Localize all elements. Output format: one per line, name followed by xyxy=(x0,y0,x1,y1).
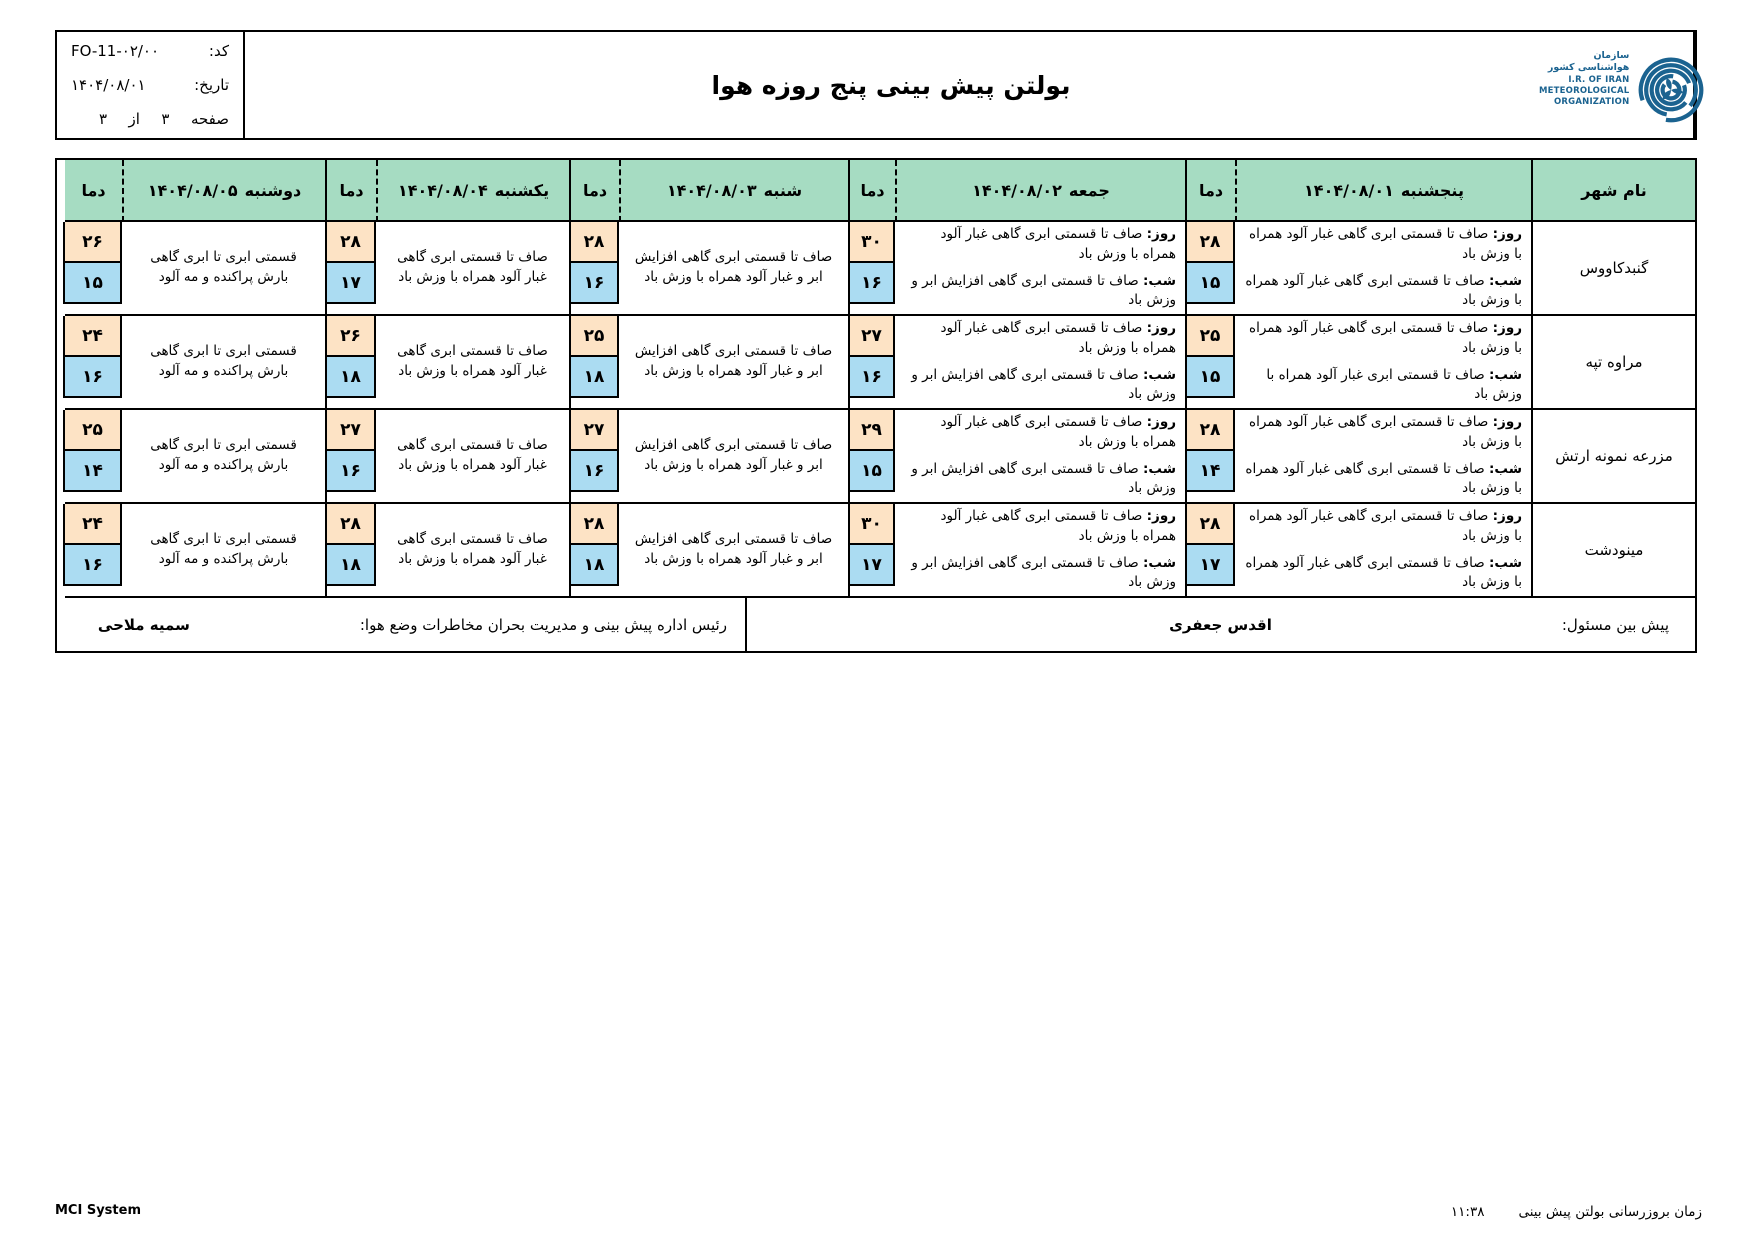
day-forecast-text: روز: صاف تا قسمتی ابری گاهی غبار آلود همراه با وزش باد xyxy=(1249,320,1522,356)
min-temp-value: ۱۴ xyxy=(63,451,122,492)
min-temp-value: ۱۶ xyxy=(569,451,619,492)
period-label: روز: xyxy=(1492,508,1522,525)
max-temp-value: ۲۸ xyxy=(325,504,376,545)
day-forecast-text: روز: صاف تا قسمتی ابری گاهی غبار آلود همراه با وزش باد xyxy=(1249,508,1522,544)
day-date-header xyxy=(122,160,325,222)
doc-date-row xyxy=(71,76,229,94)
min-temp-value: ۱۵ xyxy=(1185,263,1235,304)
logo-text xyxy=(1539,36,1629,108)
forecast-cell xyxy=(619,504,848,598)
period-label: روز: xyxy=(1146,508,1176,525)
logo-en-line1: I.R. OF IRAN xyxy=(1568,74,1630,85)
system-name: MCI System xyxy=(55,1203,141,1218)
temp-cell xyxy=(325,504,376,598)
forecast-cell xyxy=(376,222,569,316)
min-temp-value: ۱۴ xyxy=(1185,451,1235,492)
day-date: ۱۴۰۴/۰۸/۰۱ xyxy=(1304,180,1394,200)
forecast-cell xyxy=(895,316,1185,410)
day-forecast-text: روز: صاف تا قسمتی ابری گاهی غبار آلود همراه با وزش باد xyxy=(940,226,1176,262)
period-label: روز: xyxy=(1492,320,1522,337)
temp-cell xyxy=(325,316,376,410)
forecast-cell xyxy=(376,410,569,504)
forecast-text: قسمتی ابری تا ابری گاهی بارش پراکنده و مه آلود xyxy=(150,437,297,473)
document-meta-box xyxy=(57,32,245,138)
forecaster-label: پیش بین مسئول: xyxy=(1561,615,1669,634)
temp-cell xyxy=(848,316,895,410)
forecast-text: قسمتی ابری تا ابری گاهی بارش پراکنده و مه آلود xyxy=(150,249,297,285)
forecast-text: صاف تا قسمتی ابری گاهی افزایش ابر و غبار آلود همراه با وزش باد xyxy=(634,343,833,379)
day-date-header xyxy=(619,160,848,222)
night-forecast-text: شب: صاف تا قسمتی ابری گاهی افزایش ابر و وزش باد xyxy=(911,272,1176,309)
max-temp-value: ۲۸ xyxy=(1185,410,1235,451)
forecast-cell xyxy=(122,316,325,410)
min-temp-value: ۱۶ xyxy=(63,545,122,586)
forecast-cell xyxy=(619,316,848,410)
period-label: شب: xyxy=(1489,366,1522,383)
day-forecast-text: روز: صاف تا قسمتی ابری گاهی غبار آلود همراه با وزش باد xyxy=(940,508,1176,544)
period-label: شب: xyxy=(1143,272,1176,289)
logo-en-line3: ORGANIZATION xyxy=(1554,96,1630,107)
forecast-cell xyxy=(1235,222,1531,316)
day-name: پنجشنبه xyxy=(1400,180,1464,200)
max-temp-value: ۲۵ xyxy=(569,316,619,357)
city-name: مینودشت xyxy=(1531,504,1695,598)
day-forecast-text: روز: صاف تا قسمتی ابری گاهی غبار آلود همراه با وزش باد xyxy=(1249,226,1522,262)
forecast-text: صاف تا قسمتی ابری گاهی غبار آلود همراه با وزش باد xyxy=(397,343,548,379)
title-area xyxy=(245,32,1537,138)
period-label: روز: xyxy=(1146,414,1176,431)
period-label: روز: xyxy=(1146,226,1176,243)
day-forecast-text: روز: صاف تا قسمتی ابری گاهی غبار آلود همراه با وزش باد xyxy=(1249,414,1522,450)
night-forecast-text: شب: صاف تا قسمتی ابری گاهی غبار آلود همراه با وزش باد xyxy=(1245,554,1522,591)
period-label: شب: xyxy=(1143,366,1176,383)
date-label: تاریخ: xyxy=(194,76,229,94)
temp-cell xyxy=(325,222,376,316)
period-label: شب: xyxy=(1143,554,1176,571)
bulletin-header xyxy=(55,30,1697,140)
forecast-cell xyxy=(122,222,325,316)
update-time-value: ۱۱:۳۸ xyxy=(1450,1204,1485,1220)
day-date-header xyxy=(895,160,1185,222)
date-value: ۱۴۰۴/۰۸/۰۱ xyxy=(71,76,146,94)
min-temp-value: ۱۵ xyxy=(848,451,895,492)
period-label: روز: xyxy=(1492,414,1522,431)
forecaster-cell xyxy=(745,598,1695,651)
max-temp-value: ۲۸ xyxy=(1185,222,1235,263)
min-temp-value: ۱۶ xyxy=(848,263,895,304)
city-name: مراوه تپه xyxy=(1531,316,1695,410)
max-temp-value: ۲۶ xyxy=(63,222,122,263)
min-temp-value: ۱۸ xyxy=(325,357,376,398)
doc-page-row xyxy=(71,110,229,128)
page-label: صفحه xyxy=(190,110,229,128)
night-forecast-text: شب: صاف تا قسمتی ابری گاهی افزایش ابر و وزش باد xyxy=(911,460,1176,497)
max-temp-value: ۲۹ xyxy=(848,410,895,451)
page-total: ۳ xyxy=(99,110,108,128)
head-officer-name: سمیه ملاحی xyxy=(97,615,190,634)
code-label: کد: xyxy=(208,42,229,60)
temp-column-header: دما xyxy=(1185,160,1235,222)
forecast-cell xyxy=(619,410,848,504)
city-name: گنبدکاووس xyxy=(1531,222,1695,316)
min-temp-value: ۱۸ xyxy=(325,545,376,586)
forecast-cell xyxy=(1235,316,1531,410)
day-name: جمعه xyxy=(1068,180,1110,200)
forecast-cell xyxy=(895,222,1185,316)
temp-cell xyxy=(65,316,122,410)
max-temp-value: ۲۸ xyxy=(325,222,376,263)
period-label: شب: xyxy=(1489,460,1522,477)
temp-cell xyxy=(848,504,895,598)
update-time-row xyxy=(1451,1204,1702,1220)
night-forecast-text: شب: صاف تا قسمتی ابری گاهی افزایش ابر و وزش باد xyxy=(911,366,1176,403)
forecast-cell xyxy=(376,316,569,410)
min-temp-value: ۱۵ xyxy=(1185,357,1235,398)
temp-column-header: دما xyxy=(65,160,122,222)
period-label: روز: xyxy=(1146,320,1176,337)
night-forecast-text: شب: صاف تا قسمتی ابری گاهی افزایش ابر و وزش باد xyxy=(911,554,1176,591)
day-date: ۱۴۰۴/۰۸/۰۵ xyxy=(147,180,238,200)
forecast-cell xyxy=(376,504,569,598)
forecast-text: قسمتی ابری تا ابری گاهی بارش پراکنده و مه آلود xyxy=(150,343,297,379)
forecast-table xyxy=(55,158,1697,653)
forecast-cell xyxy=(619,222,848,316)
forecast-text: صاف تا قسمتی ابری گاهی غبار آلود همراه با وزش باد xyxy=(397,249,548,285)
forecast-cell xyxy=(1235,410,1531,504)
period-label: شب: xyxy=(1489,554,1522,571)
forecast-text: قسمتی ابری تا ابری گاهی بارش پراکنده و مه آلود xyxy=(150,531,297,567)
head-officer-label: رئیس اداره پیش بینی و مدیریت بحران مخاطرات وضع هوا: xyxy=(359,615,727,634)
temp-column-header: دما xyxy=(569,160,619,222)
head-officer-cell xyxy=(57,598,745,651)
max-temp-value: ۲۵ xyxy=(63,410,122,451)
min-temp-value: ۱۶ xyxy=(63,357,122,398)
day-name: دوشنبه xyxy=(244,180,302,200)
min-temp-value: ۱۶ xyxy=(848,357,895,398)
temp-column-header: دما xyxy=(848,160,895,222)
logo-fa-name: سازمان هواشناسی کشور xyxy=(1547,50,1630,74)
min-temp-value: ۱۸ xyxy=(569,357,619,398)
forecast-grid xyxy=(57,160,1695,598)
min-temp-value: ۱۸ xyxy=(569,545,619,586)
night-forecast-text: شب: صاف تا قسمتی ابری گاهی غبار آلود همراه با وزش باد xyxy=(1245,460,1522,497)
period-label: شب: xyxy=(1489,272,1522,289)
min-temp-value: ۱۷ xyxy=(325,263,376,304)
forecast-text: صاف تا قسمتی ابری گاهی افزایش ابر و غبار آلود همراه با وزش باد xyxy=(634,249,833,285)
day-date: ۱۴۰۴/۰۸/۰۳ xyxy=(666,180,757,200)
temp-cell xyxy=(65,222,122,316)
night-forecast-text: شب: صاف تا قسمتی ابری گاهی غبار آلود همراه با وزش باد xyxy=(1245,272,1522,309)
forecast-text: صاف تا قسمتی ابری گاهی غبار آلود همراه با وزش باد xyxy=(397,437,548,473)
temp-cell xyxy=(569,410,619,504)
day-forecast-text: روز: صاف تا قسمتی ابری گاهی غبار آلود همراه با وزش باد xyxy=(940,320,1176,356)
day-name: یکشنبه xyxy=(494,180,550,200)
signature-row xyxy=(57,598,1695,651)
day-date-header xyxy=(1235,160,1531,222)
period-label: روز: xyxy=(1492,226,1522,243)
max-temp-value: ۲۵ xyxy=(1185,316,1235,357)
temp-cell xyxy=(569,504,619,598)
temp-cell xyxy=(569,222,619,316)
period-label: شب: xyxy=(1143,460,1176,477)
forecast-text: صاف تا قسمتی ابری گاهی غبار آلود همراه با وزش باد xyxy=(397,531,548,567)
temp-cell xyxy=(1185,316,1235,410)
forecast-cell xyxy=(122,410,325,504)
max-temp-value: ۲۷ xyxy=(325,410,376,451)
update-time-label: زمان بروزرسانی بولتن پیش بینی xyxy=(1518,1204,1702,1220)
day-date: ۱۴۰۴/۰۸/۰۲ xyxy=(972,180,1062,200)
min-temp-value: ۱۶ xyxy=(325,451,376,492)
temp-column-header: دما xyxy=(325,160,376,222)
max-temp-value: ۲۷ xyxy=(848,316,895,357)
forecaster-name: اقدس جعفری xyxy=(1169,615,1272,634)
temp-cell xyxy=(325,410,376,504)
max-temp-value: ۲۴ xyxy=(63,504,122,545)
forecast-cell xyxy=(1235,504,1531,598)
temp-cell xyxy=(848,410,895,504)
temp-cell xyxy=(65,410,122,504)
temp-cell xyxy=(65,504,122,598)
temp-cell xyxy=(1185,410,1235,504)
night-forecast-text: شب: صاف تا قسمتی ابری غبار آلود همراه با وزش باد xyxy=(1266,366,1522,403)
max-temp-value: ۲۷ xyxy=(569,410,619,451)
logo-en-line2: METEOROLOGICAL xyxy=(1539,85,1630,96)
temp-cell xyxy=(848,222,895,316)
max-temp-value: ۳۰ xyxy=(848,222,895,263)
city-column-header: نام شهر xyxy=(1531,160,1695,222)
forecast-cell xyxy=(122,504,325,598)
day-name: شنبه xyxy=(763,180,803,200)
min-temp-value: ۱۷ xyxy=(1185,545,1235,586)
forecast-cell xyxy=(895,504,1185,598)
temp-cell xyxy=(1185,504,1235,598)
temp-cell xyxy=(1185,222,1235,316)
page-of-label: از xyxy=(128,110,140,128)
max-temp-value: ۲۸ xyxy=(1185,504,1235,545)
forecast-cell xyxy=(895,410,1185,504)
day-forecast-text: روز: صاف تا قسمتی ابری گاهی غبار آلود همراه با وزش باد xyxy=(940,414,1176,450)
meteorological-organization-logo xyxy=(1537,32,1695,138)
max-temp-value: ۲۸ xyxy=(569,504,619,545)
min-temp-value: ۱۵ xyxy=(63,263,122,304)
max-temp-value: ۳۰ xyxy=(848,504,895,545)
day-date: ۱۴۰۴/۰۸/۰۴ xyxy=(397,180,488,200)
max-temp-value: ۲۶ xyxy=(325,316,376,357)
page-title: بولتن پیش بینی پنج روزه هوا xyxy=(711,70,1071,100)
page-number: ۳ xyxy=(161,110,170,128)
city-name: مزرعه نمونه ارتش xyxy=(1531,410,1695,504)
doc-code-row xyxy=(71,42,229,60)
day-date-header xyxy=(376,160,569,222)
min-temp-value: ۱۷ xyxy=(848,545,895,586)
cyclone-spiral-icon xyxy=(1629,42,1713,138)
max-temp-value: ۲۸ xyxy=(569,222,619,263)
forecast-text: صاف تا قسمتی ابری گاهی افزایش ابر و غبار آلود همراه با وزش باد xyxy=(634,531,833,567)
forecast-text: صاف تا قسمتی ابری گاهی افزایش ابر و غبار آلود همراه با وزش باد xyxy=(634,437,833,473)
max-temp-value: ۲۴ xyxy=(63,316,122,357)
temp-cell xyxy=(569,316,619,410)
code-value: FO-11-۰۲/۰۰ xyxy=(71,42,160,60)
min-temp-value: ۱۶ xyxy=(569,263,619,304)
